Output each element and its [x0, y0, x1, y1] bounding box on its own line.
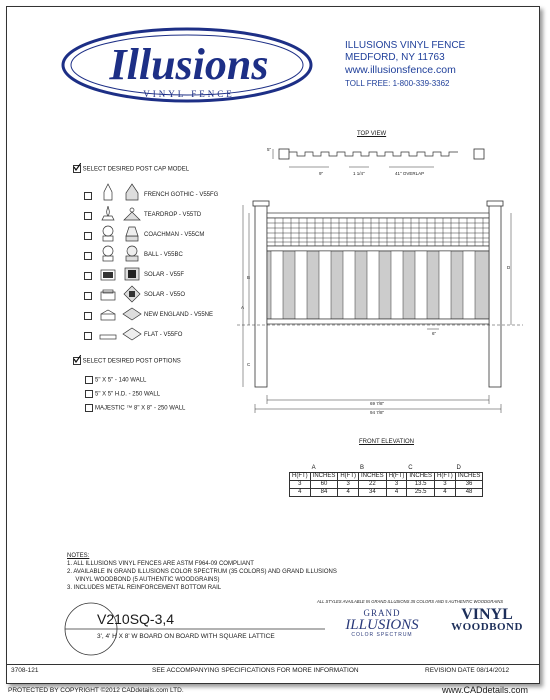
teardrop-cap-icon	[98, 202, 142, 224]
top-view-drawing	[269, 137, 494, 177]
elevation-dim-b: B	[247, 275, 251, 280]
post-options-checkbox[interactable]	[73, 357, 81, 365]
logo-word: Illusions	[109, 40, 269, 89]
front-elevation-drawing	[235, 195, 525, 420]
vinyl-woodbond-logo: VINYL WOODBOND	[451, 606, 523, 633]
table-group-header-row: A B C D	[290, 465, 483, 473]
footer-note: SEE ACCOMPANYING SPECIFICATIONS FOR MORE INFORMATION	[152, 667, 359, 674]
model-number: V210SQ-3,4	[97, 611, 175, 627]
revision-date: REVISION DATE 08/14/2012	[425, 667, 510, 674]
elevation-dim-d: D	[507, 265, 511, 270]
checkbox[interactable]	[85, 404, 93, 412]
front-elevation-title: FRONT ELEVATION	[359, 439, 415, 445]
table-subheader-row: H(FT) INCHES H(FT) INCHES H(FT) INCHES H(FT) INCHES	[290, 473, 483, 481]
elevation-dim-c: C	[247, 362, 251, 367]
coachman-cap-icon	[98, 222, 142, 244]
checkbox[interactable]	[84, 212, 92, 220]
top-view-title: TOP VIEW	[357, 131, 387, 137]
copyright-notice: PROTECTED BY COPYRIGHT ©2012 CADdetails.com LTD.	[8, 687, 184, 694]
note-line-4: 3. INCLUDES METAL REINFORCEMENT BOTTOM RAIL	[67, 585, 222, 591]
drawing-code: 3708-121	[11, 667, 39, 674]
elevation-dim-slat: 6"	[432, 331, 437, 336]
checkbox[interactable]	[84, 232, 92, 240]
brand-availability-note: ALL STYLES AVAILABLE IN GRAND ILLUSIONS 35 COLORS AND 5 AUTHENTIC WOODGRAINS	[317, 599, 504, 604]
post-option-hd-250-wall[interactable]: 5" X 5" H.D. - 250 WALL	[85, 390, 160, 398]
ball-cap-icon	[98, 242, 142, 264]
post-options-title: SELECT DESIRED POST OPTIONS	[73, 357, 181, 366]
note-line-3: VINYL WOODBOND (5 AUTHENTIC WOODGRAINS)	[67, 577, 220, 583]
top-view-dim-3: 1 1/4"	[353, 171, 365, 176]
new-england-cap-icon	[98, 302, 142, 324]
top-view-dim-2: 9"	[319, 171, 324, 176]
title-block-graphic	[63, 599, 333, 659]
solar-f-cap-icon	[98, 262, 142, 284]
company-city: MEDFORD, NY 11763	[345, 52, 445, 63]
note-line-2: 2. AVAILABLE IN GRAND ILLUSIONS COLOR SPECTRUM (35 COLORS) AND GRAND ILLUSIONS	[67, 569, 337, 575]
footer-divider	[7, 664, 539, 665]
french-gothic-cap-icon	[98, 182, 142, 204]
cap-section-title: SELECT DESIRED POST CAP MODEL	[73, 165, 189, 174]
post-option-140-wall[interactable]: 5" X 5" - 140 WALL	[85, 376, 146, 384]
illusions-logo	[57, 23, 317, 111]
top-view-dim-1: 5"	[267, 147, 272, 152]
note-line-1: 1. ALL ILLUSIONS VINYL FENCES ARE ASTM F964-09 COMPLIANT	[67, 561, 254, 567]
post-option-majestic[interactable]: MAJESTIC ™ 8" X 8" - 250 WALL	[85, 404, 185, 412]
checkbox[interactable]	[84, 272, 92, 280]
elevation-dim-a: A	[241, 305, 245, 310]
model-description: 3', 4' H X 8' W BOARD ON BOARD WITH SQUARE LATTICE	[97, 633, 275, 640]
elevation-dim-bottom-1: 69 7/8"	[370, 401, 385, 406]
checkbox[interactable]	[85, 390, 93, 398]
notes-title: NOTES:	[67, 553, 90, 559]
top-view-dim-4: 41" OVERLAP	[395, 171, 425, 176]
company-website[interactable]: www.illusionsfence.com	[345, 64, 456, 76]
dimensions-table	[289, 465, 483, 497]
checkbox[interactable]	[84, 292, 92, 300]
flat-cap-icon	[98, 322, 142, 344]
checkbox[interactable]	[84, 252, 92, 260]
table-row: 4 84 4 34 4 25.5 4 48	[290, 489, 483, 497]
checkbox[interactable]	[84, 312, 92, 320]
checkbox[interactable]	[85, 376, 93, 384]
solar-o-cap-icon	[98, 282, 142, 304]
grand-illusions-logo: GRAND ILLUSIONS COLOR SPECTRUM	[345, 608, 419, 638]
company-toll-free: TOLL FREE: 1-800-339-3362	[345, 79, 450, 88]
table-row: 3 60 3 22 3 13.5 3 36	[290, 481, 483, 489]
cap-section-checkbox[interactable]	[73, 165, 81, 173]
elevation-dim-bottom-2: 94 7/8"	[370, 410, 385, 415]
drawing-sheet: Illusions VINYL FENCE ILLUSIONS VINYL FENCE MEDFORD, NY 11763 www.illusionsfence.com TOLL FREE: 1-800-339-3362 TOP VIEW 5" 9" 1 1/4" 41" OVERLAP SELECT DESIRED POST CAP MODEL FRENCH GOTHIC - V55FG TEARDROP - V55TD COACHMAN - V55CM BALL - V55BC SOLAR - V55F SOLAR - V55O NEW ENGLAND - V55NE FLAT - V55FO SELECT DESIRED POST OPTIONS 5" X 5" - 140 WALL 5" X 5" H.D. - 250 WALL MAJESTIC ™ 8" X 8" - 250 WALL A B C D 6" 69 7/8" 94 7/8" FRONT ELEVATION A B C D H(FT) INCHES H(FT) INCHES H(FT) INCHES H(FT) INCHES 3 60 3 22 3 13.5 3 36 4 84 4 34 4 25.5 4 48 NOTES: 1. ALL ILLUSIONS VINYL FENCES ARE ASTM F964-09 COMPLIANT 2. AVAILABLE IN GRAND ILLUSIONS COLOR SPECTRUM (35 COLORS) AND GRAND ILLUSIONS VINYL WOODBOND (5 AUTHENTIC WOODGRAINS) 3. INCLUDES METAL REINFORCEMENT BOTTOM RAIL V210SQ-3,4 3', 4' H X 8' W BOARD ON BOARD WITH SQUARE LATTICE ALL STYLES AVAILABLE IN GRAND ILLUSIONS 35 COLORS AND 5 AUTHENTIC WOODGRAINS GRAND ILLUSIONS COLOR SPECTRUM VINYL WOODBOND 3708-121 SEE ACCOMPANYING SPECIFICATIONS FOR MORE INFORMATION REVISION DATE 08/14/2012	[6, 6, 540, 684]
caddetails-link[interactable]: www.CADdetails.com	[442, 685, 529, 695]
logo-tagline: VINYL FENCE	[143, 89, 235, 99]
checkbox[interactable]	[84, 192, 92, 200]
checkbox[interactable]	[84, 332, 92, 340]
company-name: ILLUSIONS VINYL FENCE	[345, 40, 466, 51]
